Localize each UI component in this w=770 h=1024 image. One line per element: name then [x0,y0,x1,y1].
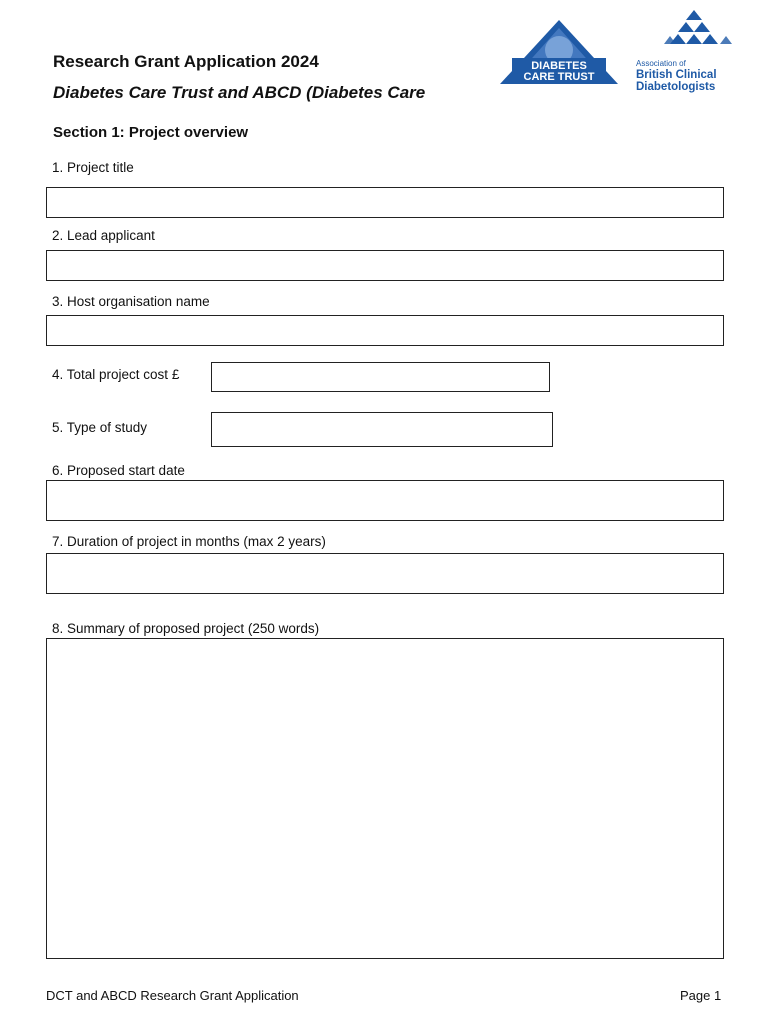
dct-logo-line1: DIABETES [531,60,587,72]
duration-label: 7. Duration of project in months (max 2 years) [52,534,326,549]
type-of-study-input[interactable] [211,412,553,447]
summary-label: 8. Summary of proposed project (250 words) [52,621,320,636]
abcd-logo [632,10,742,94]
start-date-label: 6. Proposed start date [52,463,185,478]
page-title: Research Grant Application 2024 [53,52,319,71]
abcd-logo-line2: British Clinical [636,69,717,81]
abcd-logo-line3: Diabetologists [636,81,716,93]
duration-input[interactable] [46,553,724,594]
footer-document-name: DCT and ABCD Research Grant Application [46,988,299,1003]
host-organisation-label: 3. Host organisation name [52,294,210,309]
diabetes-care-trust-logo [498,18,620,86]
lead-applicant-input[interactable] [46,250,724,281]
summary-textarea[interactable] [46,638,724,959]
page-subtitle: Diabetes Care Trust and ABCD (Diabetes Care [53,83,426,102]
section-heading: Section 1: Project overview [53,124,249,141]
lead-applicant-label: 2. Lead applicant [52,228,155,243]
footer-page-number: Page 1 [680,988,722,1003]
dct-logo-line2: CARE TRUST [523,71,595,83]
host-organisation-input[interactable] [46,315,724,346]
project-title-label: 1. Project title [52,160,134,175]
total-cost-label: 4. Total project cost £ [52,367,180,382]
abcd-logo-line1: Association of [636,59,686,68]
total-cost-input[interactable] [211,362,550,392]
type-of-study-label: 5. Type of study [52,420,148,435]
start-date-input[interactable] [46,480,724,521]
project-title-input[interactable] [46,187,724,218]
